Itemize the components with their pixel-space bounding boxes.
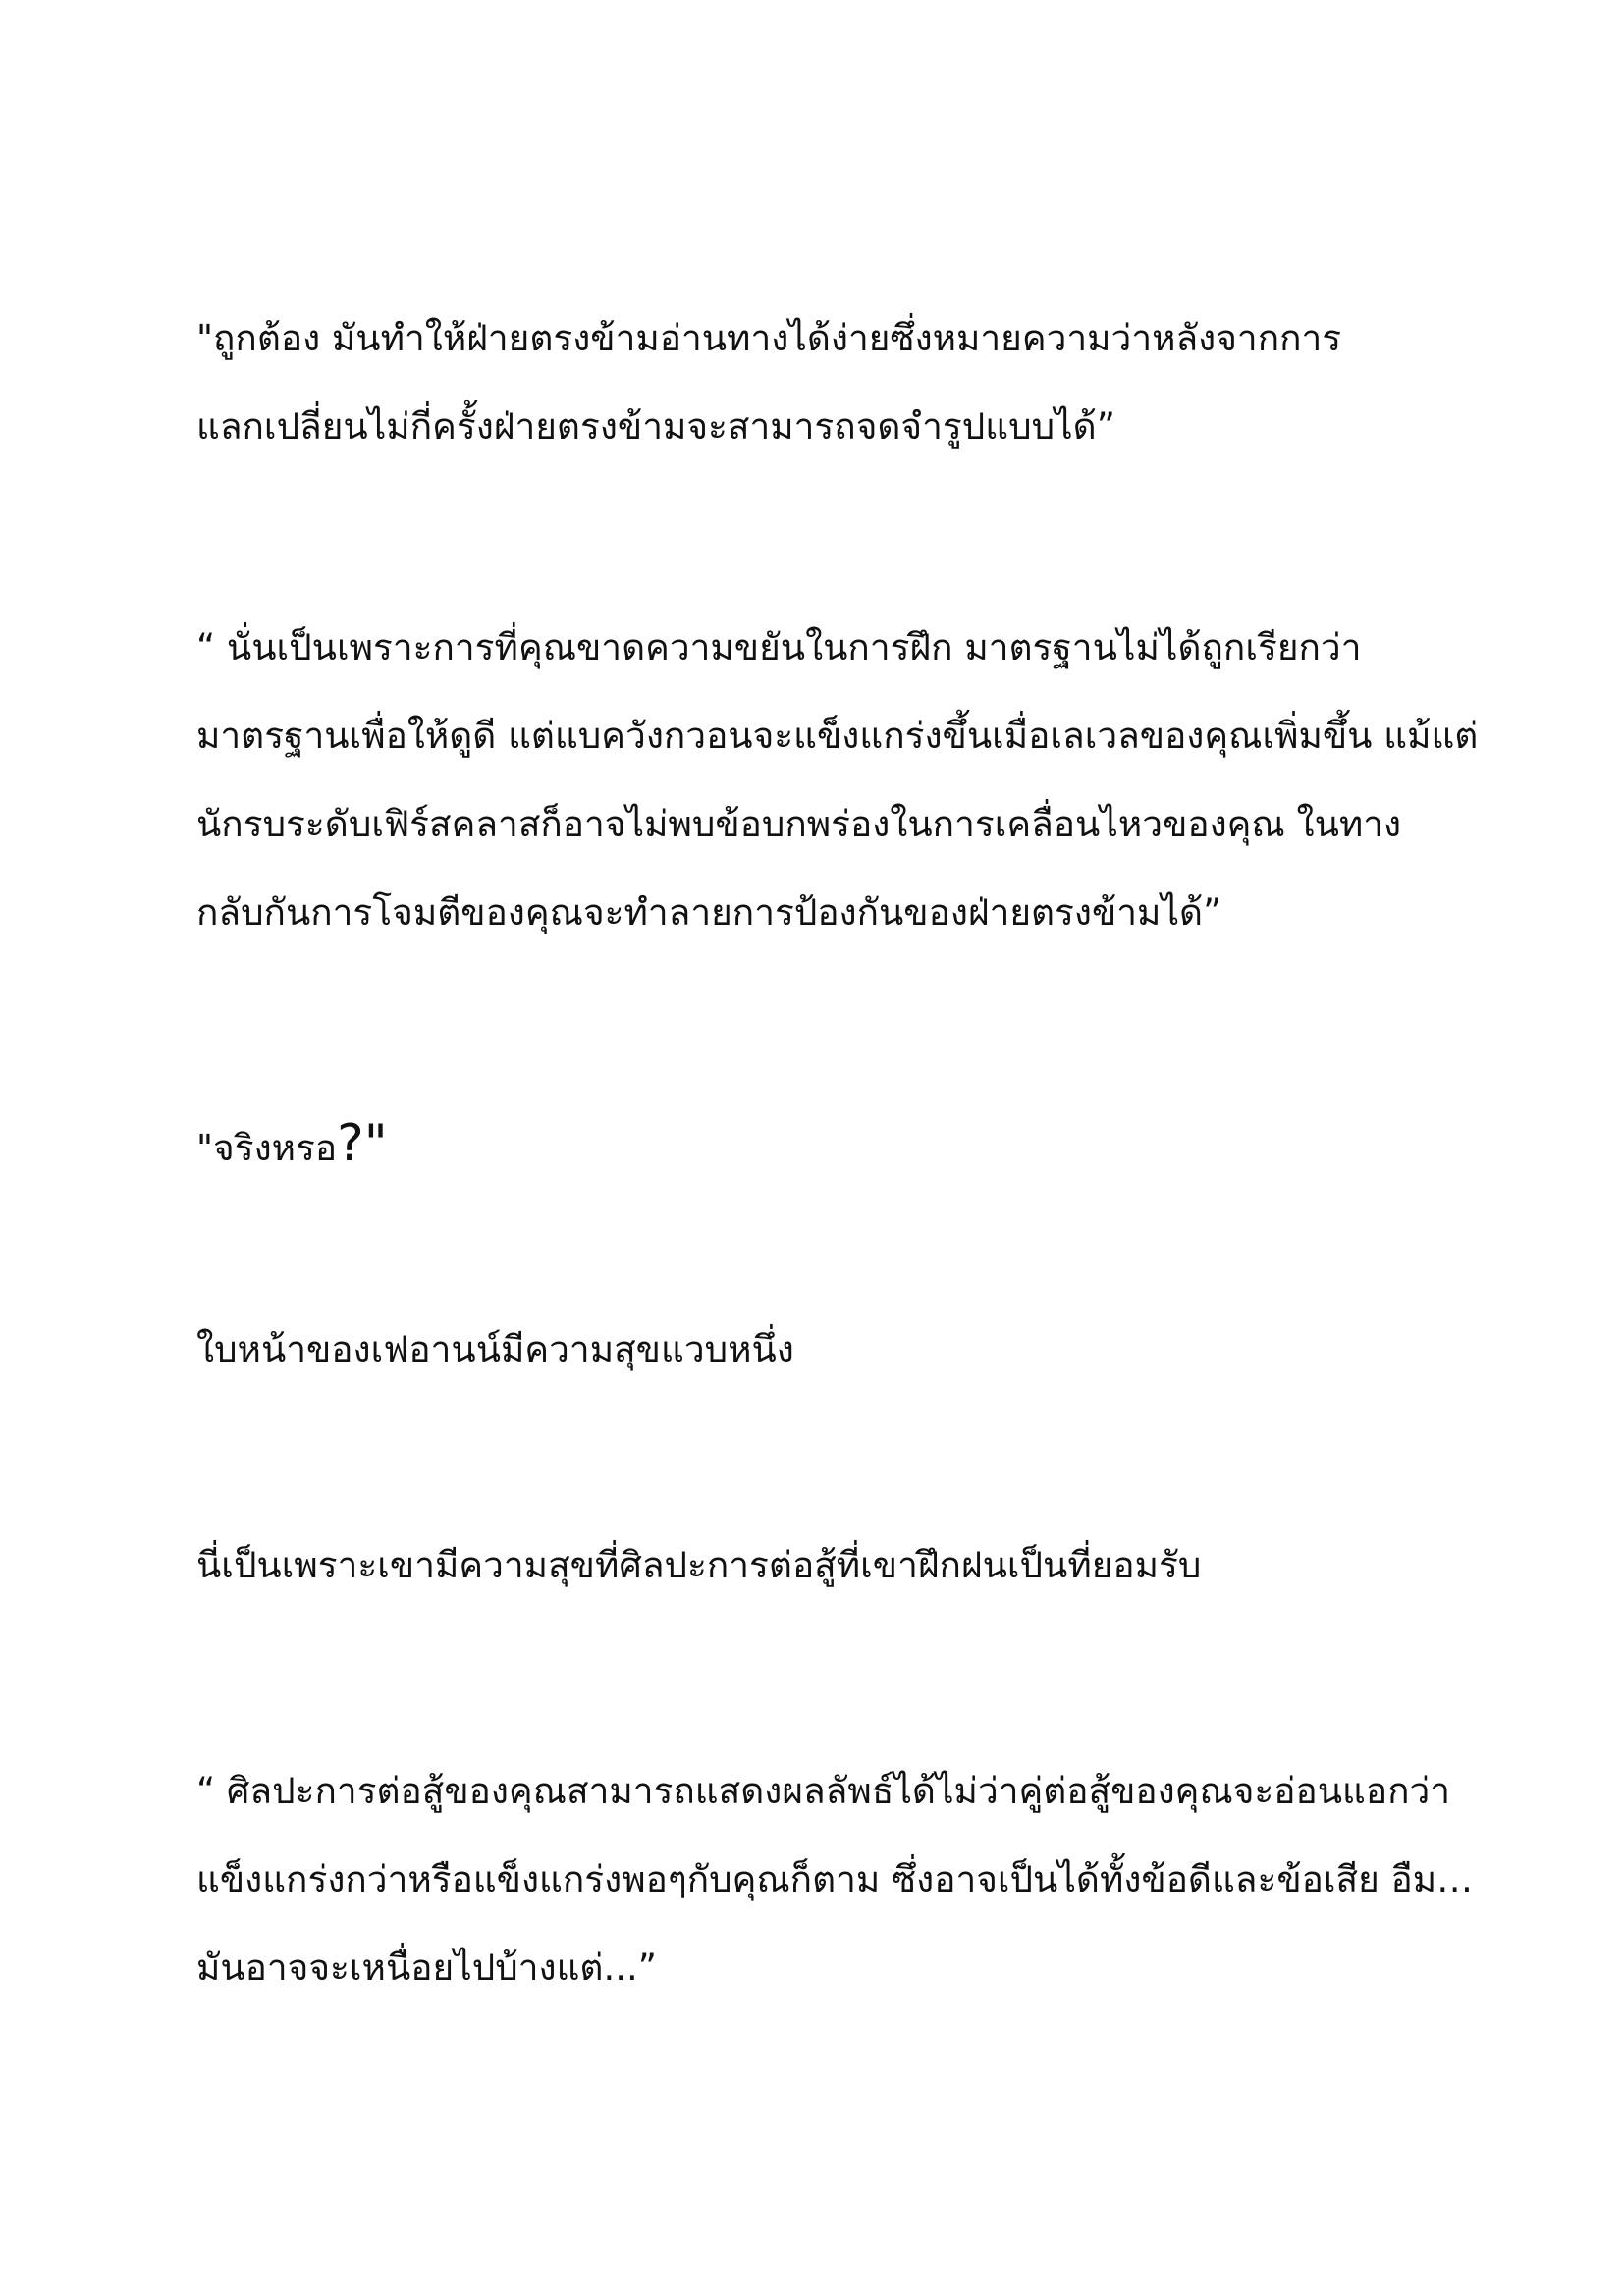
text-line: "ถูกต้อง มันทำให้ฝ่ายตรงข้ามอ่านทางได้ง่ายซึ่งหมายความว่าหลังจากการ (196, 317, 1342, 359)
paragraph-6 (196, 1747, 1473, 2012)
dialogue-punctuation: ?" (337, 1114, 388, 1173)
text-line: นี่เป็นเพราะเขามีความสุขที่ศิลปะการต่อสู้ที่เขาฝึกฝนเป็นที่ยอมรับ (196, 1544, 1202, 1586)
text-line: “ นั่นเป็นเพราะการที่คุณขาดความขยันในการฝึก มาตรฐานไม่ได้ถูกเรียกว่า (196, 626, 1362, 668)
text-line: กลับกันการโจมตีของคุณจะทำลายการป้องกันของฝ่ายตรงข้ามได้” (196, 891, 1222, 934)
text-line: ใบหน้าของเฟอานน์มีความสุขแวบหนึ่ง (196, 1328, 794, 1370)
text-line: “ ศิลปะการต่อสู้ของคุณสามารถแสดงผลลัพธ์ได้ไม่ว่าคู่ต่อสู้ของคุณจะอ่อนแอกว่า (196, 1770, 1451, 1812)
paragraph-3 (196, 1099, 1473, 1188)
paragraph-1 (196, 294, 1473, 471)
text-line: แข็งแกร่งกว่าหรือแข็งแกร่งพอๆกับคุณก็ตาม ซึ่งอาจเป็นได้ทั้งข้อดีและข้อเสีย อืม… (196, 1858, 1474, 1900)
text-line: มันอาจจะเหนื่อยไปบ้างแต่...” (196, 1947, 657, 1989)
dialogue-text: "จริงหรอ (196, 1127, 338, 1169)
paragraph-2 (196, 604, 1479, 957)
paragraph-5 (196, 1522, 1473, 1610)
text-line: มาตรฐานเพื่อให้ดูดี แต่แบควังกวอนจะแข็งแกร่งขึ้นเมื่อเลเวลของคุณเพิ่มขึ้น แม้แต่ (196, 715, 1479, 757)
text-line (196, 1099, 1473, 1188)
text-line: นักรบระดับเฟิร์สคลาสก็อาจไม่พบข้อบกพร่องในการเคลื่อนไหวของคุณ ในทาง (196, 803, 1402, 845)
text-line: แลกเปลี่ยนไม่กี่ครั้งฝ่ายตรงข้ามจะสามารถจดจำรูปแบบได้” (196, 405, 1115, 448)
paragraph-4 (196, 1306, 1473, 1394)
